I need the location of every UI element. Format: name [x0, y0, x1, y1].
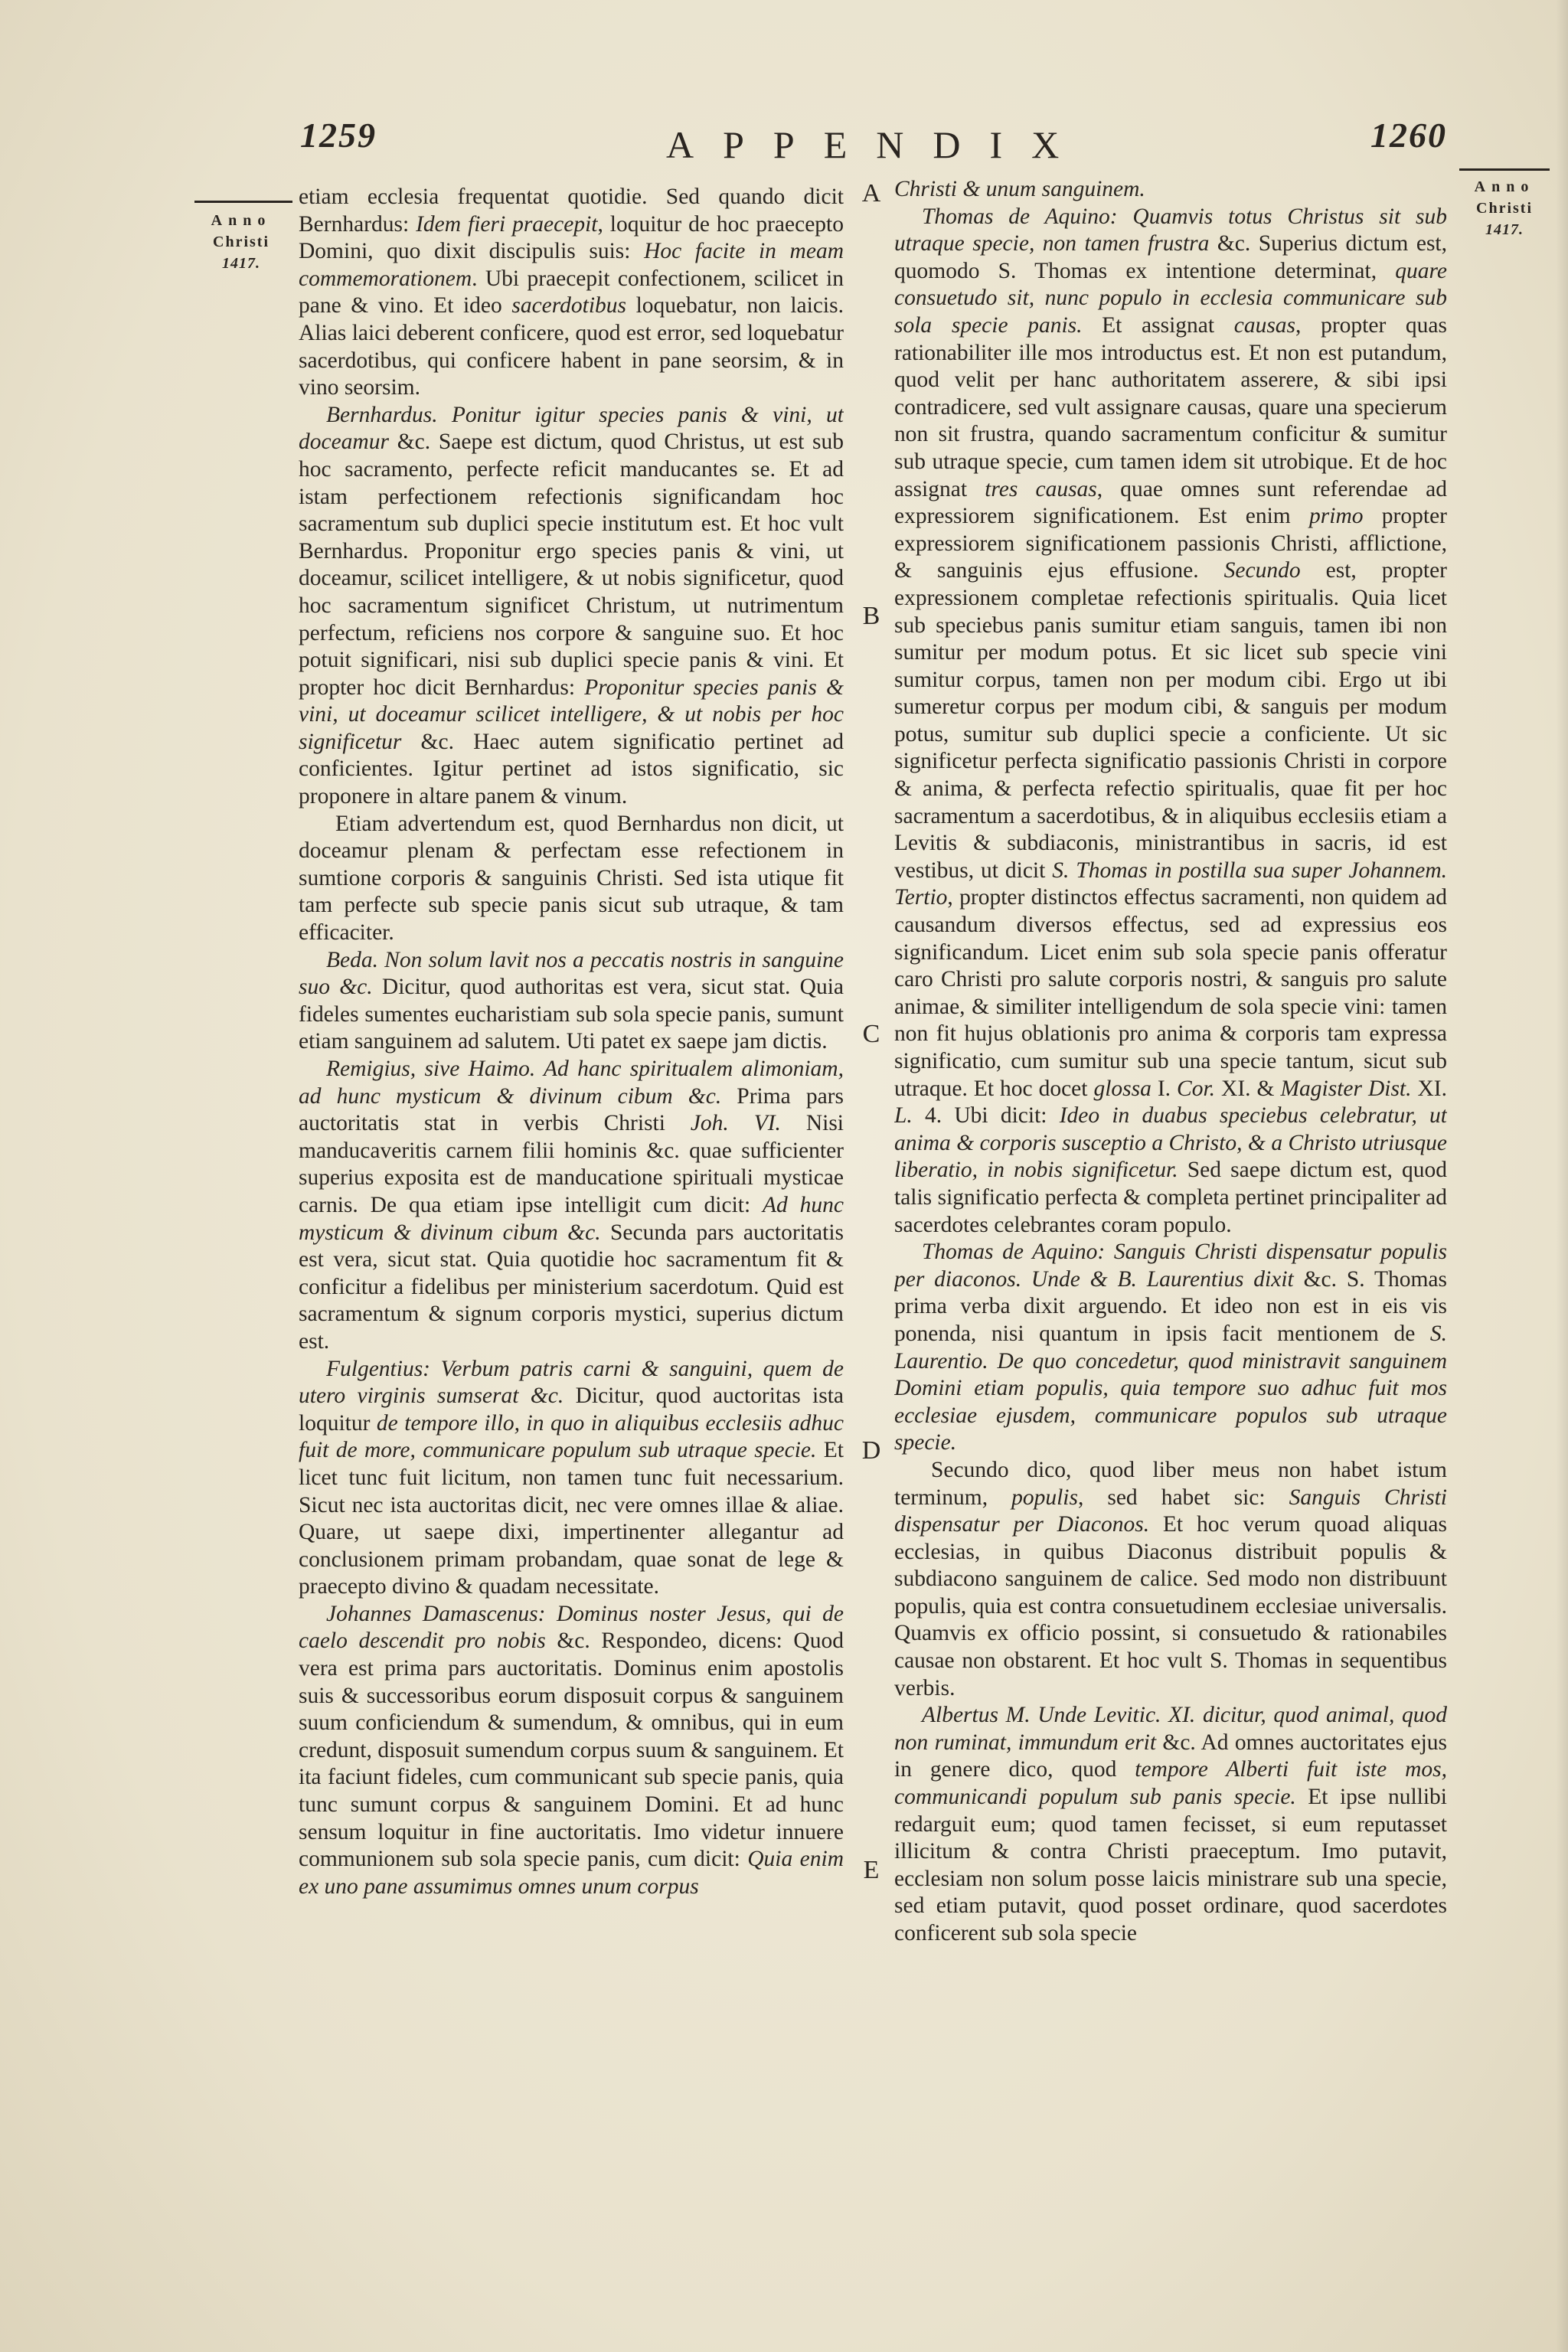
year-marker-right [1455, 176, 1554, 240]
paragraph: Thomas de Aquino: Sanguis Christi dispensatur populis per diaconos. Unde & B. Laurentius dixit &c. S. Thomas prima verba dixit arguendo. Et ideo non est in eis vis ponenda, nisi quantum in ipsis facit mentionem de S. Laurentio. De quo concedetur, quod ministravit sanguinem Domini etiam populis, quia tempore suo adhuc fuit mos ecclesiae ejusdem, communicare populos sub utraque specie. [894, 1240, 1447, 1455]
page-number-left: 1259 [300, 116, 377, 155]
year-rule-right [1459, 168, 1550, 171]
left-text-column [299, 184, 844, 2328]
year-rule-left [194, 201, 292, 203]
paragraph: etiam ecclesia frequentat quotidie. Sed quando dicit Bernhardus: Idem fieri praecepit, loquitur de hoc praecepto Domini, quo dixit discipulis suis: Hoc facite in meam commemorationem. Ubi praecepit confectionem, scilicet in pane & vino. Et ideo sacerdotibus loquebatur, non laicis. Alias laici deberent conficere, quod est error, sed loquebatur sacerdotibus, qui conficere habent in pane seorsim, & in vino seorsim. [299, 185, 844, 400]
right-text-column [894, 176, 1447, 2320]
paragraph: Secundo dico, quod liber meus non habet istum terminum, populis, sed habet sic: Sanguis Christi dispensatur per Diaconos. Et hoc verum quoad aliquas ecclesias, in quibus Diaconus distribuit populis & subdiacono sanguinem de calice. Sed modo non distribuunt populis, quia est contra consuetudinem ecclesiae universalis. Quamvis ex officio possint, si consuetudo & rationabiles causae non obstarent. Et hoc vult S. Thomas in sequentibus verbis. [894, 1457, 1447, 1700]
margin-letter-d: D [861, 1436, 881, 1465]
year-christi-left: Christi [213, 234, 270, 250]
year-number-right: 1417. [1485, 221, 1524, 238]
year-number-left: 1417. [222, 255, 260, 272]
paragraph: Christi & unum sanguinem. [894, 177, 1145, 201]
margin-letter-a: A [861, 179, 881, 207]
page-number-right: 1260 [1370, 116, 1447, 155]
paragraph: Johannes Damascenus: Dominus noster Jesus, qui de caelo descendit pro nobis &c. Respondeo, dicens: Quod vera est prima pars auctoritatis. Dominus enim apostolis suis & successoribus eorum disposuit corpus & sanguinem suum conficiendum & sumendum, & omnibus, qui in eum credunt, disposuit sumendum corpus suum & sanguinem. Et ita faciunt fideles, cum communicant sub specie panis, quia tunc sumunt corpus & sanguinem Domini. Et ad hunc sensum loquitur in fine auctoritatis. Imo videtur innuere communionem sub sola specie panis, cum dicit: Quia enim ex uno pane assumimus omnes unum corpus [299, 1601, 844, 1899]
margin-letter-b: B [862, 602, 880, 630]
paragraph: Albertus M. Unde Levitic. XI. dicitur, quod animal, quod non ruminat, immundum erit &c. Ad omnes auctoritates ejus in genere dico, quod tempore Alberti fuit iste mos, communicandi populum sub panis specie. Et ipse nullibi redarguit eum; quod tamen fecisset, si eum reputasset illicitum & contra Christi praeceptum. Imo putavit, ecclesiam non solum posse laicis ministrare sub una specie, sed etiam putavit, quod posset ordinare, quod sacerdotes conficerent sub sola specie [894, 1703, 1447, 1945]
paragraph: Fulgentius: Verbum patris carni & sanguini, quem de utero virginis sumserat &c. Dicitur, quod auctoritas ista loquitur de tempore illo, in quo in aliquibus ecclesiis adhuc fuit de more, communicare populum sub utraque specie. Et licet tunc fuit licitum, non tamen tunc fuit necessarium. Sicut nec ista auctoritas dicit, nec vere omnes illae & aliae. Quare, ut saepe dixi, impertinenter allegantur ad conclusionem primam probandam, quae sonat de lege & praecepto divino & quadam necessitate. [299, 1356, 844, 1599]
margin-letter-e: E [863, 1856, 880, 1884]
paragraph: Remigius, sive Haimo. Ad hanc spiritualem alimoniam, ad hunc mysticum & divinum cibum &c. Prima pars auctoritatis stat in verbis Christi Joh. VI. Nisi manducaveritis carnem filii hominis &c. quae sufficienter superius exposita est de manducatione spirituali mysticae carnis. De qua etiam ipse intelligit cum dicit: Ad hunc mysticum & divinum cibum &c. Secunda pars auctoritatis est vera, sicut stat. Quia quotidie hoc sacramentum fit & conficitur a fidelibus per ministerium sacerdotum. Quid est sacramentum & signum corporis mystici, superius dictum est. [299, 1057, 844, 1354]
paragraph: Beda. Non solum lavit nos a peccatis nostris in sanguine suo &c. Dicitur, quod authoritas est vera, sicut stat. Quia fideles sumentes eucharistiam sub sola specie panis, sumunt etiam sanguinem ad salutem. Uti patet ex saepe jam dictis. [299, 947, 844, 1054]
year-christi-right: Christi [1476, 200, 1533, 217]
paragraph: Thomas de Aquino: Quamvis totus Christus sit sub utraque specie, non tamen frustra &c. Superius dictum est, quomodo S. Thomas ex intentione determinat, quare consuetudo sit, nunc populo in ecclesia communicare sub sola specie panis. Et assignat causas, propter quas rationabiliter ille mos introductus est. Et non est putandum, quod velit per hanc authoritatem asserere, & sibi ipsi contradicere, sed vult assignare causas, quare una specierum non sit frustra, quando sacramentum conficitur & sumitur sub utraque specie, cum tamen idem sit utrobique. Et de hoc assignat tres causas, quae omnes sunt referendae ad expressiorem significationem. Est enim primo propter expressiorem significationem passionis Christi, afflictione, & sanguinis ejus effusione. Secundo est, propter expressionem completae refectionis spiritualis. Quia licet sub speciebus panis sumitur etiam sanguis, tamen ibi non sumitur per modum potus. Et sic licet sub specie vini sumitur corpus, tamen non per modum cibi. Ergo ut ibi sumeretur corpus per modum cibi, & sanguis per modum potus, sumitur sub duplici specie a conficiente. Ut sic significetur perfecta significatio passionis Christi in corpore & anima, & perfecta refectio spiritualis, quae fit per hoc sacramentum a sacerdotibus, & in aliquibus ecclesiis etiam a Levitis & subdiaconis, ministrantibus in sacris, id est vestibus, ut dicit S. Thomas in postilla sua super Johannem. Tertio, propter distinctos effectus sacramenti, non quidem ad causandum diversos effectus, sed ad expressius eos significandum. Licet enim sub sola specie panis offeratur caro Christi pro salute corporis nostri, & sanguis pro salute animae, & similiter intelligendum de sola specie vini: tamen non fit hujus oblationis pro anima & corporis tam expressa significatio, cum sumitur sub una specie tantum, sicut sub utraque. Et hoc docet glossa I. Cor. XI. & Magister Dist. XI. L. 4. Ubi dicit: Ideo in duabus speciebus celebratur, ut anima & corporis susceptio a Christo, & a Christo utriusque liberatio, in nobis significetur. Sed saepe dictum est, quod talis significatio perfecta & completa pertinet principaliter ad sacerdotes celebrantes coram populo. [894, 204, 1447, 1237]
paragraph: Etiam advertendum est, quod Bernhardus non dicit, ut doceamur plenam & perfectam esse refectionem in sumtione corporis & sanguinis Christi. Sed ista utique fit tam perfecte sub specie panis sicut sub utraque, & tam efficaciter. [299, 811, 844, 946]
paragraph: Bernhardus. Ponitur igitur species panis & vini, ut doceamur &c. Saepe est dictum, quod Christus, ut est sub hoc sacramento, perfecte reficit manducantes se. Et ad istam perfectionem refectionis significandam hoc sacramentum sub duplici specie institutum est. Et hoc vult Bernhardus. Proponitur ergo species panis & vini, ut doceamur, scilicet intelligere, & ut nobis significetur, quod hoc sacramentum significet Christum, ut nutrimentum perfectum, reficiens nos corpore & sanguine suo. Et hoc potuit significari, nisi sub duplici specie panis & vini. Et propter hoc dicit Bernhardus: Proponitur species panis & vini, ut doceamur scilicet intelligere, & ut nobis per hoc significetur &c. Haec autem significatio pertinet ad conficientes. Igitur pertinet ad istos significatio, sic proponere in altare panem & vinum. [299, 402, 844, 809]
year-word-right: Anno [1474, 178, 1535, 195]
year-word-left: Anno [211, 212, 272, 229]
running-head: APPENDIX [666, 123, 1089, 166]
margin-letter-c: C [862, 1020, 880, 1048]
page-edge-shadow [1556, 0, 1568, 2352]
year-marker-left [191, 210, 291, 274]
